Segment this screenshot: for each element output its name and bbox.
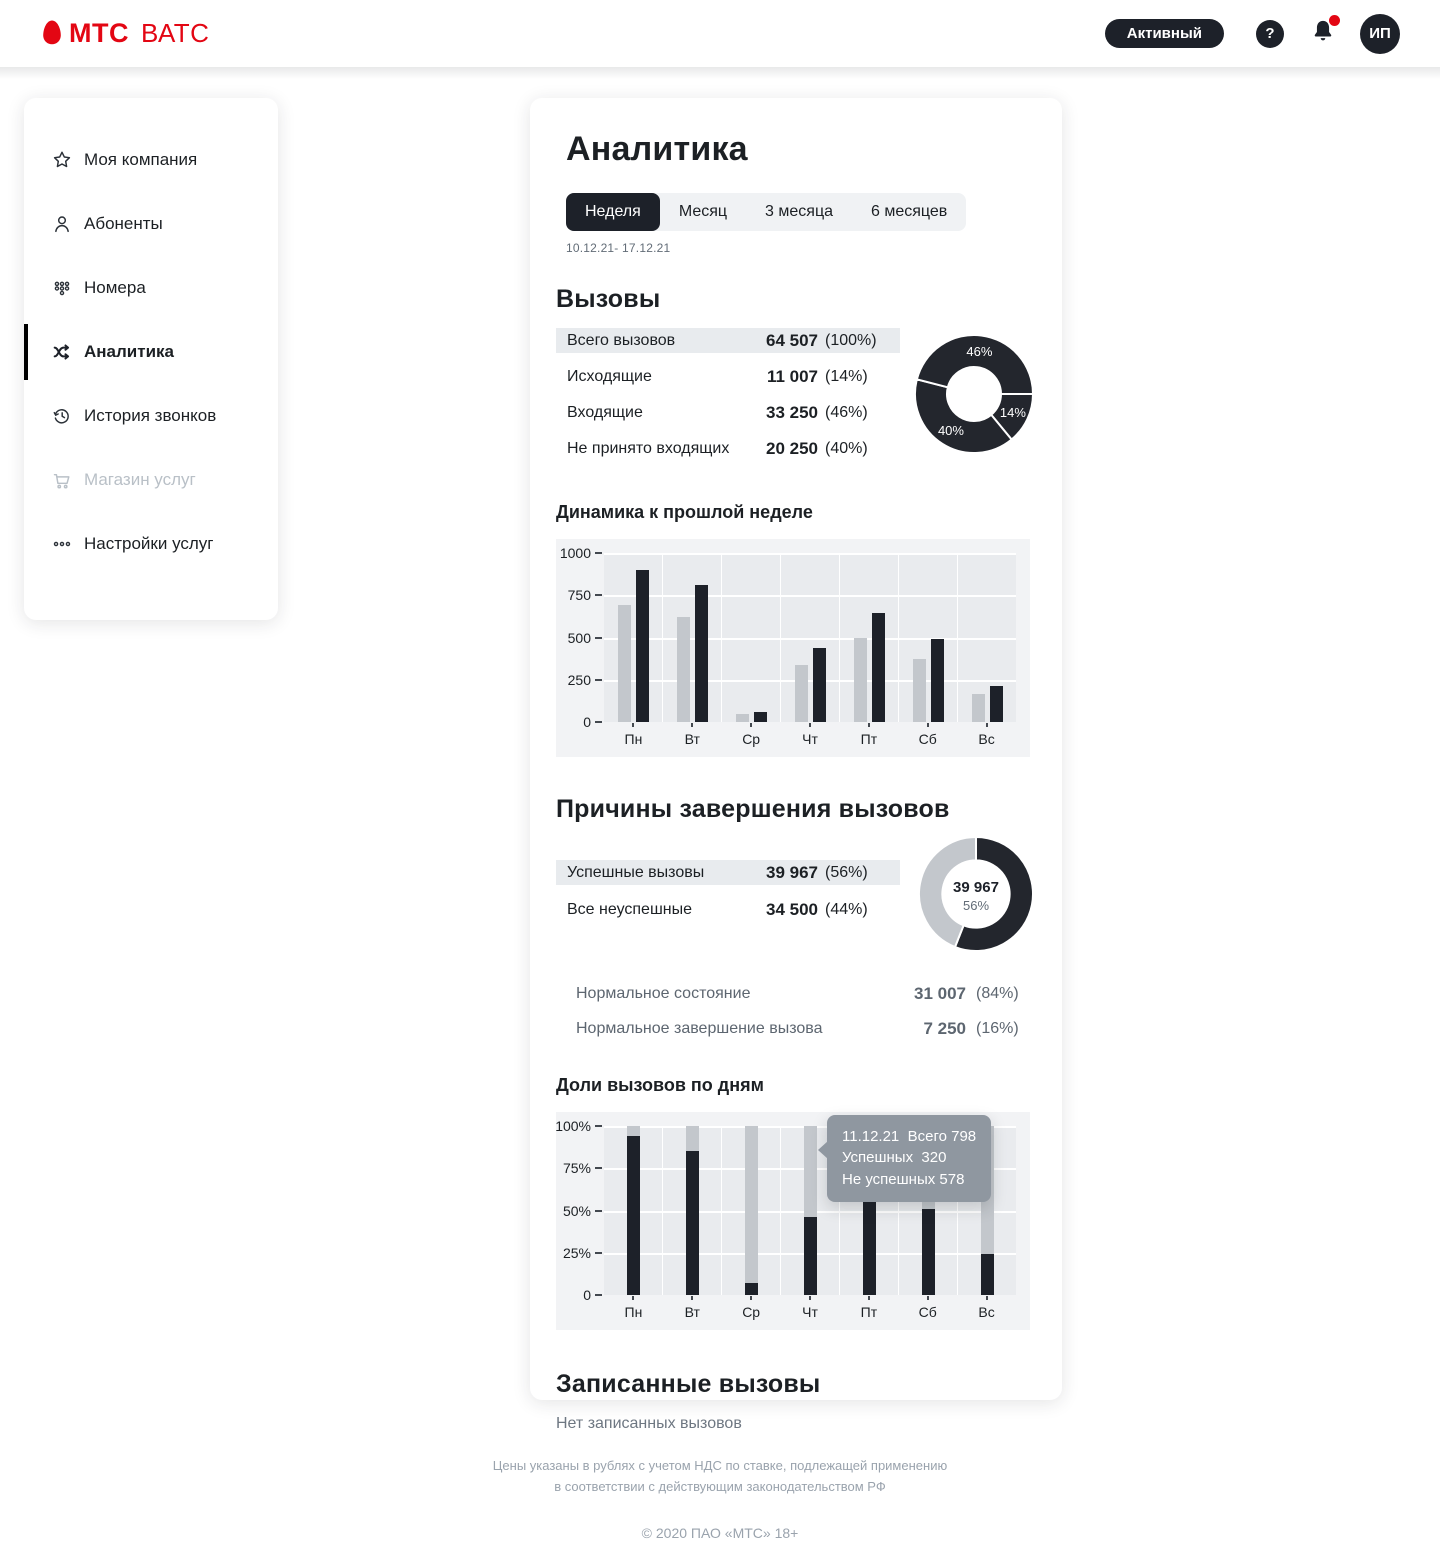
logo-brand-text: МТС [69, 18, 129, 48]
footer-line: Цены указаны в рублях с учетом НДС по ставке, подлежащей применению [492, 1458, 948, 1473]
sidebar-item-label: Абоненты [84, 214, 163, 233]
reasons-section-title: Причины завершения вызовов [556, 795, 950, 823]
tooltip-line: Успешных 320 [842, 1149, 947, 1167]
avatar[interactable]: ИП [1360, 14, 1400, 54]
shares-title: Доли вызовов по дням [556, 1075, 764, 1095]
recorded-section-title: Записанные вызовы [556, 1370, 821, 1398]
sidebar-item-label: История звонков [84, 406, 217, 425]
table-row: Нормальное завершение вызова 7 250 (16%) [576, 1019, 1019, 1038]
table-row: Всего вызовов 64 507 (100%) [556, 328, 900, 353]
cart-icon [50, 468, 74, 492]
sidebar-item-label: Моя компания [84, 150, 198, 169]
table-row: Нормальное состояние 31 007 (84%) [576, 984, 1019, 1003]
svg-text:14%: 14% [999, 404, 1026, 420]
mts-egg-icon [40, 19, 64, 49]
table-row: Исходящие 11 007 (14%) [567, 366, 868, 386]
calls-section-title: Вызовы [556, 285, 661, 313]
svg-text:39 967: 39 967 [953, 879, 999, 896]
status-badge[interactable]: Активный [1105, 19, 1224, 48]
sidebar-item-call-history[interactable] [24, 384, 278, 448]
copyright: © 2020 ПАО «МТС» 18+ [641, 1524, 799, 1541]
footer-line: в соответствии с действующим законодательством РФ [554, 1478, 886, 1494]
reasons-table [556, 860, 900, 934]
keypad-dots-icon [50, 276, 74, 300]
logo-product-text: ВАТС [140, 18, 210, 48]
sidebar-item-label: Магазин услуг [84, 470, 196, 489]
analytics-panel [530, 98, 1062, 1432]
star-icon [50, 148, 74, 172]
mts-logo[interactable] [40, 18, 209, 49]
tab-month[interactable]: Месяц [678, 203, 728, 220]
sidebar-item-label: Аналитика [84, 342, 174, 361]
dynamics-title: Динамика к прошлой неделе [556, 502, 813, 522]
calls-donut-chart [914, 334, 1034, 454]
svg-text:46%: 46% [966, 343, 993, 359]
sidebar [24, 98, 278, 620]
active-indicator [24, 324, 28, 380]
top-bar [0, 0, 1440, 67]
table-row: Все неуспешные 34 500 (44%) [567, 899, 868, 919]
sidebar-item-label: Настройки услуг [84, 534, 214, 553]
table-row: Не принято входящих 20 250 (40%) [567, 438, 868, 458]
reasons-donut-chart [918, 836, 1034, 952]
svg-text:56%: 56% [962, 898, 990, 913]
page-title: Аналитика [566, 130, 748, 168]
table-row: Входящие 33 250 (46%) [567, 402, 868, 422]
shuffle-arrows-icon [50, 340, 74, 364]
person-icon [50, 212, 74, 236]
tab-6-months[interactable]: 6 месяцев [871, 203, 948, 220]
sidebar-item-my-company[interactable] [24, 128, 278, 192]
sidebar-item-service-settings[interactable] [24, 512, 278, 576]
bell-icon[interactable] [1310, 18, 1336, 49]
daily-share-chart: 0 25% 50% 75% 100% Пн Вт Ср Чт Пт Сб Вс [556, 1112, 1030, 1330]
sidebar-item-service-store [24, 448, 278, 512]
help-icon[interactable]: ? [1256, 20, 1284, 48]
svg-text:40%: 40% [937, 422, 964, 438]
sidebar-item-analytics[interactable] [24, 320, 278, 384]
history-clock-icon [50, 404, 74, 428]
tab-3-months[interactable]: 3 месяца [765, 203, 834, 220]
tooltip-line: 11.12.21 Всего 798 [842, 1128, 977, 1145]
sidebar-item-numbers[interactable] [24, 256, 278, 320]
dynamics-bar-chart: 0 250 500 750 1000 Пн Вт Ср Чт Пт Сб Вс [556, 539, 1030, 757]
ellipsis-icon [50, 532, 74, 556]
footer [0, 1456, 1440, 1544]
table-row: Успешные вызовы 39 967 (56%) [556, 860, 900, 885]
notification-dot [1329, 15, 1340, 26]
reasons-subrows [556, 984, 1034, 1039]
chart-tooltip [827, 1115, 991, 1202]
date-range: 10.12.21- 17.12.21 [566, 241, 671, 255]
sidebar-item-subscribers[interactable] [24, 192, 278, 256]
tab-week[interactable]: Неделя [566, 193, 660, 231]
tooltip-line: Не успешных 578 [842, 1170, 965, 1188]
header-shadow [0, 67, 1440, 79]
recorded-empty-text: Нет записанных вызовов [556, 1415, 742, 1432]
period-tabs [566, 193, 966, 231]
calls-table [556, 328, 900, 472]
sidebar-item-label: Номера [84, 278, 146, 297]
